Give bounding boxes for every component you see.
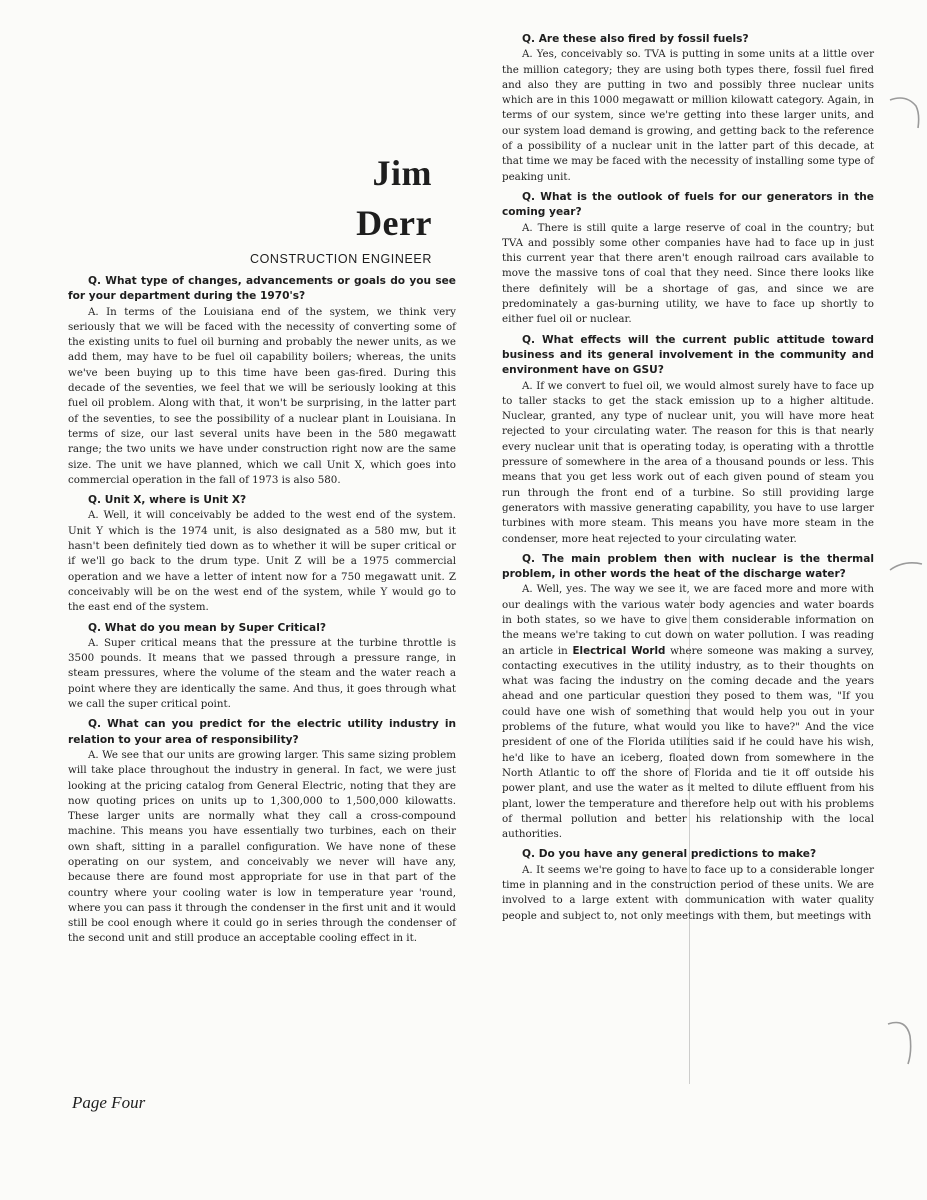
answer: A. We see that our units are growing larger. This same sizing problem will take place throughout the industry in general. In fact, we were just looking at the pricing catalog from General Electric, noting that they are now quoting prices on units up to 1,300,000 to 1,500,000 kilowatts. These larger units are normally what they call a cross-compound machine. This means you have essentially two turbines, each on their own shaft, sitting in a parallel configuration. We have none of these operating on our system, and conceivably we never will have any, because there are found most appropriate for use in that part of the country where your cooling water is low in temperature year 'round, where you can pass it through the condenser in the first unit and it would still be cool enough where it could go in series through the condenser of the second unit and still produce an acceptable cooling effect in it. [68, 748, 456, 945]
qa-block [502, 190, 874, 328]
question: Q. What type of changes, advancements or goals do you see for your department during the 1970's? [68, 275, 456, 303]
answer: A. Super critical means that the pressure at the turbine throttle is 3500 pounds. It means that we passed through a pressure range, in steam pressures, where the volume of the steam and the water reach a point where they are identically the same. And thus, it goes through what we call the super critical point. [68, 636, 456, 711]
question: Q. Unit X, where is Unit X? [88, 494, 247, 507]
answer-text: A. Well, yes. The way we see it, we are faced more and more with our dealings with the various water body agencies and water boards in both states, so we have to give them considerable information on the means we're taking to cut down on water pollution. I was reading an article in [502, 583, 874, 657]
qa-block [68, 274, 456, 488]
answer-text: where someone was making a survey, contacting executives in the utility industry, as to their thoughts on what was facing the industry on the coming decade and the years ahead and one particular question they posed to them was, "If you could have one wish of something that would help you out in your problems of the future, what would you like to have?" And the vice president of one of the Florida utilities said if he could have his wish, he'd like to have an iceberg, floated down from somewhere in the North Atlantic to off the shore of Florida and tie it off outside his power plant, and use the water as it melted to dilute effluent from his plant, lower the temperature and therefore help out with his problems of thermal pollution and better his relationship with the local authorities. [502, 644, 875, 841]
publication-title: Electrical World [572, 644, 666, 657]
question: Q. The main problem then with nuclear is the thermal problem, in other words the heat of the discharge water? [502, 552, 874, 581]
question: Q. Do you have any general predictions to make? [522, 848, 817, 861]
answer [502, 582, 874, 842]
binder-mark-icon [888, 554, 924, 578]
answer: A. Well, it will conceivably be added to the west end of the system. Unit Y which is the 1974 unit, is also designated as a 580 mw, but it hasn't been definitely tied down as to whether it will be super critical or if we'll go back to the drum type. Unit Z will be a 1975 commercial operation and we have a letter of intent now for a 750 megawatt unit. Z conceivably will be on the west end of the system, while Y would go to the east end of the system. [68, 509, 456, 614]
page-number: Page Four [72, 1093, 146, 1112]
binder-mark-icon [888, 92, 924, 132]
qa-block [502, 333, 874, 547]
qa-block [502, 32, 874, 185]
person-last-name: Derr [356, 203, 432, 243]
answer: A. In terms of the Louisiana end of the system, we think very seriously that we will be faced with the necessity of converting some of the existing units to fuel oil burning and probably the newer units, as we add them, may have to be fuel oil capability boilers; whereas, the units we've been buying up to this time have been gas-fired. During this decade of the seventies, we feel that we will be seriously looking at this fuel oil problem. Along with that, it won't be surprising, in the latter part of the seventies, to see the possibility of a nuclear plant in Louisiana. In terms of size, our last several units have been in the 580 megawatt range; the two units we have under construction right now are the same size. The unit we have planned, which we call Unit X, which goes into commercial operation in the fall of 1973 is also 580. [68, 305, 456, 486]
question: Q. What can you predict for the electric utility industry in relation to your area of responsibility? [68, 718, 456, 746]
answer: A. It seems we're going to have to face up to a considerable longer time in planning and in the construction period of these units. We are involved to a large extent with communication with water quality people and subject to, not only meetings with them, but meetings with [502, 863, 874, 922]
binder-mark-icon [886, 1016, 922, 1068]
left-column [68, 148, 456, 952]
right-column [502, 32, 874, 929]
question: Q. What is the outlook of fuels for our generators in the coming year? [502, 190, 874, 219]
answer: A. There is still quite a large reserve of coal in the country; but TVA and possibly some other companies have had to face up in just this current year that there aren't enough railroad cars available to move the massive tons of coal that they need. Since there looks like there definitely will be a shortage of gas, and since we are predominately a gas-burning utility, we have to face up shortly to either fuel oil or nuclear. [502, 221, 874, 326]
fold-crease [689, 596, 690, 1084]
qa-block [68, 621, 456, 713]
question: Q. What do you mean by Super Critical? [88, 621, 326, 634]
qa-block [502, 552, 874, 843]
person-first-name: Jim [372, 153, 432, 193]
qa-block [68, 493, 456, 615]
question: Q. Are these also fired by fossil fuels? [522, 33, 749, 45]
answer: A. Yes, conceivably so. TVA is putting in some units at a little over the million category; they are using both types there, fossil fuel fired and also they are putting in two and possibly three nuclear units which are in this 1000 megawatt or million kilowatt category. Again, in terms of our system, since we're getting into these larger units, and our system load demand is growing, and getting back to the reference of a possibility of a nuclear unit in the latter part of this decade, at that time we may be faced with the necessity of installing some type of peaking unit. [502, 48, 874, 183]
answer: A. If we convert to fuel oil, we would almost surely have to face up to taller stacks to get the stack emission up to a higher altitude. Nuclear, granted, any type of nuclear unit, you will have more heat rejected to your circulating water. The reason for this is that nearly every nuclear unit that is operating today, is operating with a throttle pressure of somewhere in the area of a thousand pounds or less. This means that you get less work out of each given pound of steam you run through the front end of a turbine. So still providing large generators with massive generating capability, you have to use larger turbines with more steam. This means you have more steam in the condenser, more heat rejected to your circulating water. [502, 379, 874, 545]
question: Q. What effects will the current public attitude toward business and its general involvement in the community and environment have on GSU? [502, 333, 874, 377]
qa-block [68, 717, 456, 946]
person-role: CONSTRUCTION ENGINEER [249, 252, 432, 266]
qa-block [502, 847, 874, 923]
